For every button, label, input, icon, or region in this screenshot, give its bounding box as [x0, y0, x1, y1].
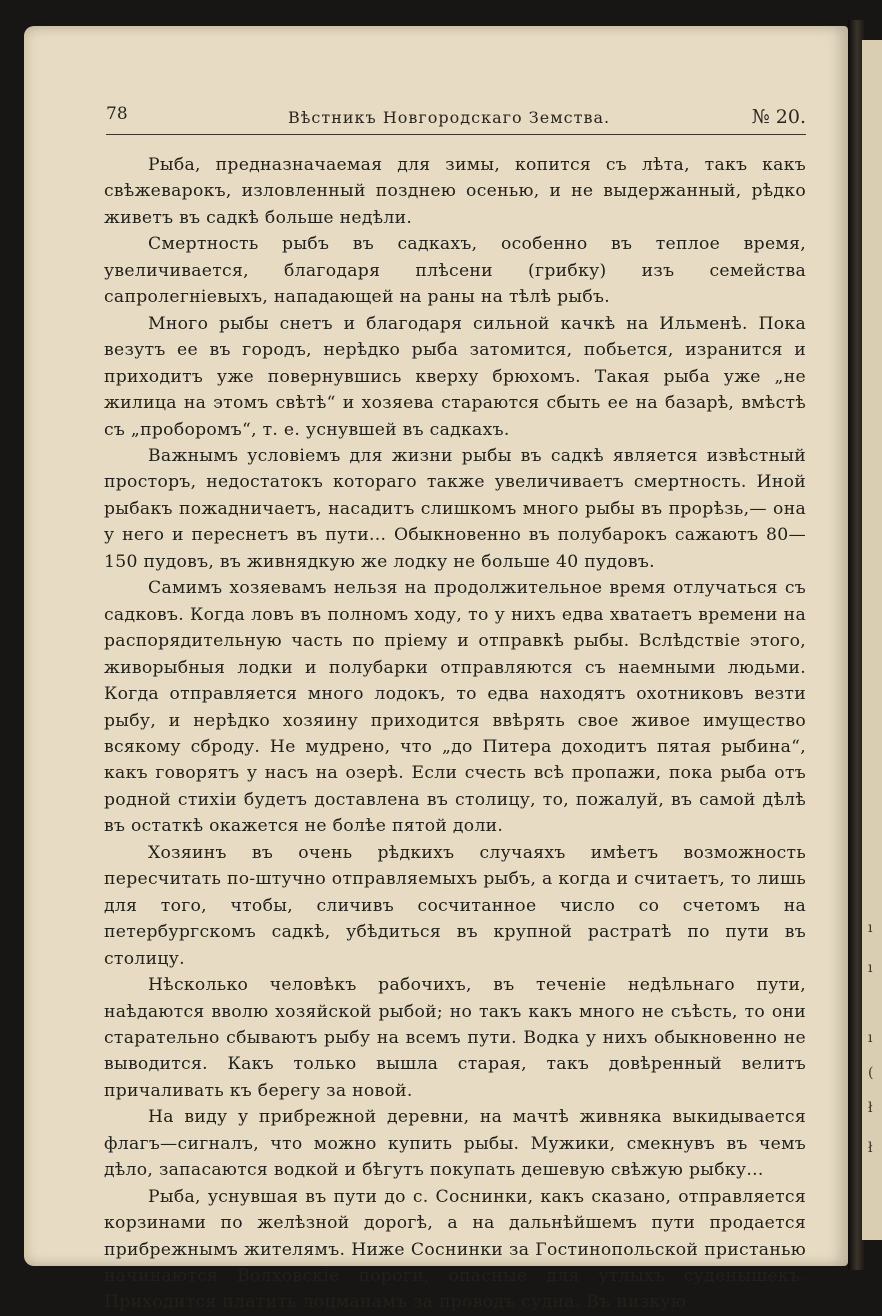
article-body — [104, 152, 806, 1316]
issue-number: № 20. — [751, 106, 806, 128]
paragraph: Смертность рыбъ въ садкахъ, особенно въ теплое время, увеличивается, благодаря плѣсени (грибку) изъ семейства сапролегнiевыхъ, нападающей на раны на тѣлѣ рыбъ. — [104, 234, 806, 308]
paragraph: Самимъ хозяевамъ нельзя на продолжительное время отлучаться съ садковъ. Когда ловъ въ полномъ ходу, то у нихъ едва хватаетъ времени на распорядительную часть по прiему и отправкѣ рыбы. Вслѣдствiе этого, живорыбныя лодки и полубарки отправляются съ наемными людьми. Когда отправляется много лодокъ, то едва находятъ охотниковъ везти рыбу, и нерѣдко хозяину приходится ввѣрять свое живое имущество всякому сброду. Не мудрено, что „до Питера доходитъ пятая рыбина“, какъ говорятъ у насъ на озерѣ. Если счесть всѣ пропажи, пока рыба отъ родной стихiи будетъ доставлена въ столицу, то, пожалуй, въ самой дѣлѣ въ остаткѣ окажется не болѣе пятой доли. — [104, 578, 806, 837]
book-page — [24, 26, 848, 1313]
paragraph: Рыба, предназначаемая для зимы, копится съ лѣта, такъ какъ свѣжеварокъ, изловленный позднею осенью, и не выдержанный, рѣдко живетъ въ садкѣ больше недѣли. — [104, 155, 806, 228]
adjacent-page-edge: ı ı ı ( ł ł — [862, 40, 882, 1240]
page-header — [106, 104, 806, 135]
journal-title: Вѣстникъ Новгородскаго Земства. — [288, 108, 611, 127]
paragraph: Хозяинъ въ очень рѣдкихъ случаяхъ имѣетъ возможность пересчитать по-штучно отправляемыхъ рыбъ, а когда и считаетъ, то лишь для того, чтобы, сличивъ сосчитанное число со счетомъ на петербургскомъ садкѣ, убѣдиться въ крупной растратѣ по пути въ столицу. — [104, 842, 806, 969]
paragraph: На виду у прибрежной деревни, на мачтѣ живняка выкидывается флагъ—сигналъ, что можно купить рыбы. Мужики, смекнувъ въ чемъ дѣло, запасаются водкой и бѣгутъ покупать дешевую свѣжую рыбку... — [104, 1107, 806, 1181]
page-number: 78 — [106, 104, 128, 124]
paragraph: Рыба, уснувшая въ пути до с. Соснинки, какъ сказано, отправляется корзинами по желѣзной дорогѣ, а на дальнѣйшемъ пути продается прибрежнымъ жителямъ. Ниже Соснинки за Гостинопольской пристанью начинаются Волховскiе пороги, опасные для утлыхъ суденышекъ. Приходится платить лоцманамъ за проводъ судна. Въ низкую — [104, 1186, 806, 1313]
paragraph: Важнымъ условiемъ для жизни рыбы въ садкѣ является извѣстный просторъ, недостатокъ котораго также увеличиваетъ смертность. Иной рыбакъ пожадничаетъ, насадитъ слишкомъ много рыбы въ прорѣзь,— она у него и переснетъ въ пути... Обыкновенно въ полубарокъ сажаютъ 80—150 пудовъ, въ живнядкую же лодку не больше 40 пудовъ. — [104, 445, 806, 572]
paragraph: Много рыбы снетъ и благодаря сильной качкѣ на Ильменѣ. Пока везутъ ее въ городъ, нерѣдко рыба затомится, побьется, изранится и приходитъ уже повернувшись кверху брюхомъ. Такая рыба уже „не жилица на этомъ свѣтѣ“ и хозяева стараются сбыть ее на базарѣ, вмѣстѣ съ „проборомъ“, т. е. уснувшей въ садкахъ. — [104, 313, 806, 440]
paragraph: Нѣсколько человѣкъ рабочихъ, въ теченiе недѣльнаго пути, наѣдаются вволю хозяйской рыбой; но такъ какъ много не съѣсть, то они старательно сбываютъ рыбу на всемъ пути. Водка у нихъ обыкновенно не выводится. Какъ только вышла старая, такъ довѣренный велитъ причаливать къ берегу за новой. — [104, 975, 806, 1101]
